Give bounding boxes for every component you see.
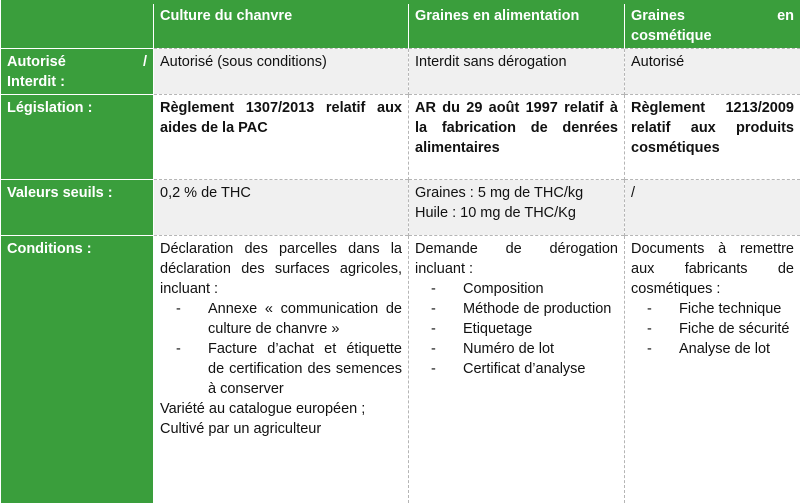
culture-outro-2: Cultivé par un agriculteur bbox=[160, 419, 402, 439]
row-legislation bbox=[1, 95, 800, 180]
list-item: - Composition bbox=[415, 279, 618, 299]
row-label-status bbox=[1, 49, 154, 95]
list-item: - Fiche technique bbox=[631, 299, 794, 319]
status-label-part1: Autorisé bbox=[7, 52, 66, 72]
list-item: - Certificat d’analyse bbox=[415, 359, 618, 379]
seuils-alimentation bbox=[409, 180, 625, 236]
seuils-culture: 0,2 % de THC bbox=[154, 180, 409, 236]
header-alimentation: Graines en alimentation bbox=[409, 4, 625, 49]
dash-bullet: - bbox=[160, 299, 208, 319]
row-status bbox=[1, 49, 800, 95]
row-label-legislation: Législation : bbox=[1, 95, 154, 180]
dash-bullet: - bbox=[415, 299, 463, 319]
conditions-culture bbox=[154, 236, 409, 503]
conditions-cosmetique bbox=[625, 236, 800, 503]
header-culture: Culture du chanvre bbox=[154, 4, 409, 49]
status-label-slash: / bbox=[143, 52, 147, 72]
list-item: - Numéro de lot bbox=[415, 339, 618, 359]
list-item: - Fiche de sécurité bbox=[631, 319, 794, 339]
legislation-cosmetique: Règlement 1213/2009 relatif aux produits cosmétiques bbox=[625, 95, 800, 180]
header-cosmetique-line2: cosmétique bbox=[631, 26, 794, 46]
header-cosmetique bbox=[625, 4, 800, 49]
row-label-conditions: Conditions : bbox=[1, 236, 154, 503]
alimentation-intro: Demande de dérogation incluant : bbox=[415, 239, 618, 279]
seuils-huile: Huile : 10 mg de THC/Kg bbox=[415, 203, 618, 223]
row-conditions bbox=[1, 236, 800, 503]
list-item: - Facture d’achat et étiquette de certification des semences à conserver bbox=[160, 339, 402, 399]
dash-bullet: - bbox=[631, 319, 679, 339]
status-alimentation: Interdit sans dérogation bbox=[409, 49, 625, 95]
dash-bullet: - bbox=[160, 339, 208, 359]
status-cosmetique: Autorisé bbox=[625, 49, 800, 95]
dash-bullet: - bbox=[415, 279, 463, 299]
list-item: - Analyse de lot bbox=[631, 339, 794, 359]
status-label-part2: Interdit : bbox=[7, 72, 147, 92]
header-corner bbox=[1, 4, 154, 49]
dash-bullet: - bbox=[631, 339, 679, 359]
list-item: - Etiquetage bbox=[415, 319, 618, 339]
row-label-seuils: Valeurs seuils : bbox=[1, 180, 154, 236]
conditions-alimentation bbox=[409, 236, 625, 503]
list-item: - Annexe « communication de culture de chanvre » bbox=[160, 299, 402, 339]
legislation-alimentation: AR du 29 août 1997 relatif à la fabrication de denrées alimentaires bbox=[409, 95, 625, 180]
dash-bullet: - bbox=[415, 319, 463, 339]
culture-list bbox=[160, 299, 402, 399]
alimentation-list bbox=[415, 279, 618, 379]
legislation-culture: Règlement 1307/2013 relatif aux aides de la PAC bbox=[154, 95, 409, 180]
culture-intro: Déclaration des parcelles dans la déclaration des surfaces agricoles, incluant : bbox=[160, 239, 402, 299]
header-row bbox=[1, 4, 800, 49]
cosmetique-intro: Documents à remettre aux fabricants de cosmétiques : bbox=[631, 239, 794, 299]
culture-outro-1: Variété au catalogue européen ; bbox=[160, 399, 402, 419]
header-cosmetique-line1: Graines en bbox=[631, 6, 794, 26]
cosmetique-list bbox=[631, 299, 794, 359]
dash-bullet: - bbox=[415, 339, 463, 359]
list-item: - Méthode de production bbox=[415, 299, 618, 319]
status-culture: Autorisé (sous conditions) bbox=[154, 49, 409, 95]
dash-bullet: - bbox=[415, 359, 463, 379]
row-seuils bbox=[1, 180, 800, 236]
seuils-graines: Graines : 5 mg de THC/kg bbox=[415, 183, 618, 203]
dash-bullet: - bbox=[631, 299, 679, 319]
seuils-cosmetique: / bbox=[625, 180, 800, 236]
